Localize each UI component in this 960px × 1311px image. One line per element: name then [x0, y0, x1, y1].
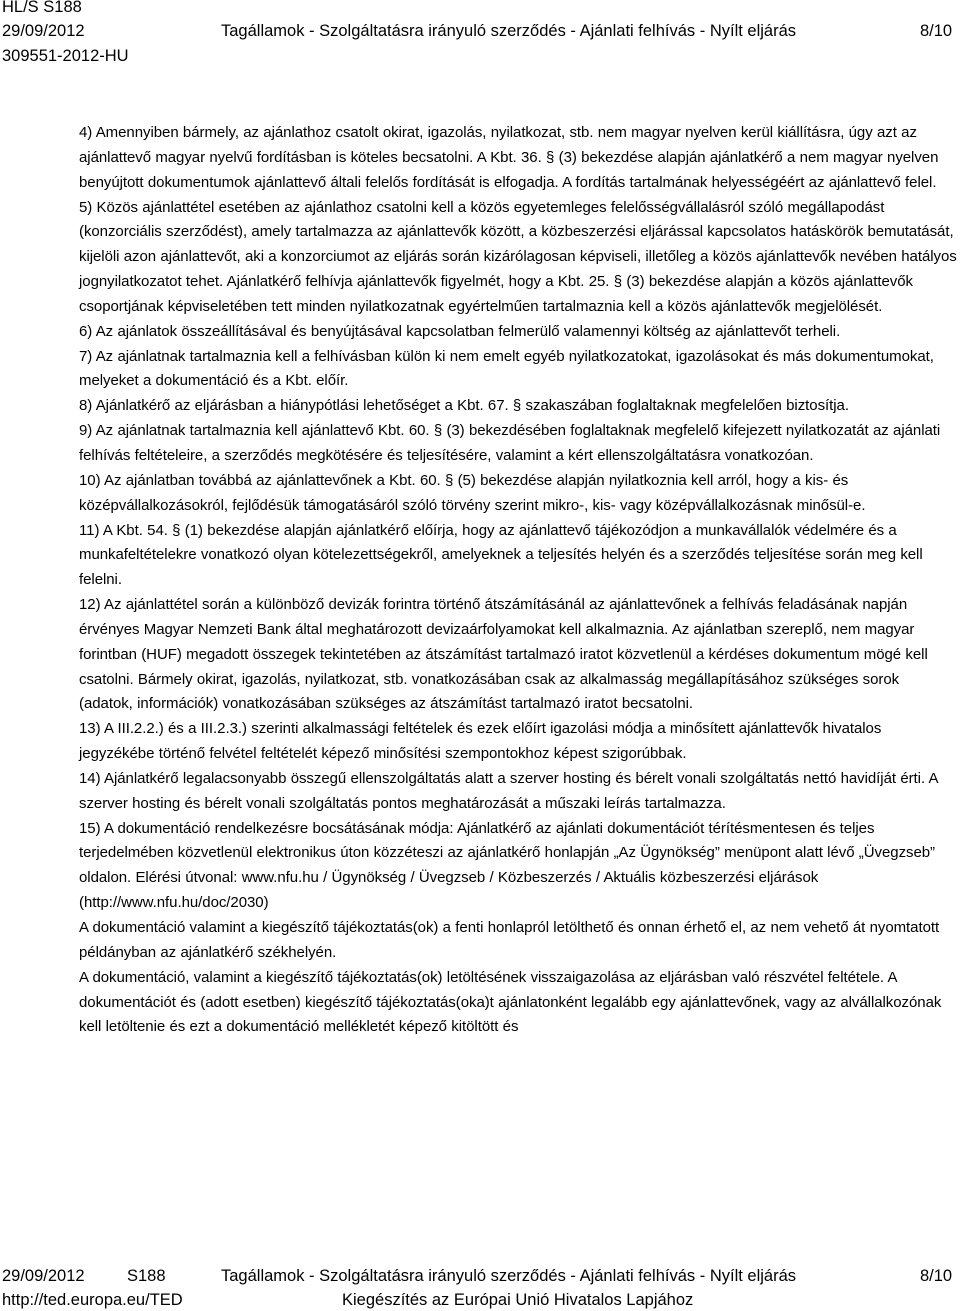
paragraph-11: 11) A Kbt. 54. § (1) bekezdése alapján ajánlatkérő előírja, hogy az ajánlattevő tájékozódjon a munkavállalók védelmére és a munkafeltételekre vonatkozó olyan kötelezettségekről, amelyeknek a teljesítés helyén és a szerződés teljesítése során meg kell felelni. [79, 521, 923, 589]
paragraph-15: 15) A dokumentáció rendelkezésre bocsátásának módja: Ajánlatkérő az ajánlati dokumentációt térítésmentesen és teljes terjedelmében közvetlenül elektronikus úton közzéteszi az ajánlatkérő honlapján „Az Ügynökség” menüpont alatt lévő „Üvegzseb” oldalon. Elérési útvonal: www.nfu.hu / Ügynökség / Üvegzseb / Közbeszerzés / Aktuális közbeszerzési eljárások (http://www.nfu.hu/doc/2030) [79, 819, 935, 912]
footer-page-number: 8/10 [920, 1267, 953, 1285]
paragraph-10: 10) Az ajánlatban továbbá az ajánlattevőnek a Kbt. 60. § (5) bekezdése alapján nyilatkoznia kell arról, hogy a kis- és középvállalkozásokról, fejlődésük támogatásáról szóló törvény szerint mikro-, kis- vagy középvállalkozásnak minősül-e. [79, 471, 866, 514]
notice-number: 309551-2012-HU [2, 47, 129, 65]
paragraph-4: 4) Amennyiben bármely, az ajánlathoz csatolt okirat, igazolás, nyilatkozat, stb. nem magyar nyelven kerül kiállításra, úgy azt az ajánlattevő magyar nyelvű fordításban is köteles becsatolni. A Kbt. 36. § (3) bekezdése alapján ajánlatkérő a nem magyar nyelven benyújtott dokumentumok ajánlattevő általi felelős fordítását is elfogadja. A fordítás tartalmának helyességéért az ajánlattevő felel. [79, 124, 939, 191]
footer-series: S188 [127, 1267, 166, 1285]
paragraph-8: 8) Ajánlatkérő az eljárásban a hiánypótlási lehetőséget a Kbt. 67. § szakaszában foglaltaknak megfelelően biztosítja. [79, 397, 849, 415]
document-body [79, 121, 957, 1040]
paragraph-5: 5) Közös ajánlattétel esetében az ajánlathoz csatolni kell a közös egyetemleges felelősségvállalásról szóló megállapodást (konzorciális szerződést), amely tartalmazza az ajánlattevők között, a közbeszerzési eljárással kapcsolatos hatáskörök bemutatását, kijelöli azon ajánlattevőt, aki a konzorciumot az eljárás során kizárólagosan képviseli, illetőleg a közös ajánlattevők nevében hatályos jognyilatkozatot tehet. Ajánlatkérő felhívja ajánlattevők figyelmét, hogy a Kbt. 25. § (3) bekezdése alapján a közös ajánlattevők csoportjának képviseletében tett minden nyilatkozatnak egyértelműen tartalmaznia kell a közös ajánlattevők megjelölését. [79, 198, 957, 315]
footer-publisher: Kiegészítés az Európai Unió Hivatalos Lapjához [342, 1291, 694, 1309]
paragraph-download-note: A dokumentáció valamint a kiegészítő tájékoztatás(ok) a fenti honlapról letölthető és onnan érhető el, az nem vehető át nyomtatott példányban az ajánlatkérő székhelyén. [79, 919, 940, 961]
paragraph-7: 7) Az ajánlatnak tartalmaznia kell a felhívásban külön ki nem emelt egyéb nyilatkozatokat, igazolásokat és más dokumentumokat, melyeket a dokumentáció és a Kbt. előír. [79, 347, 934, 390]
doc-id: HL/S S188 [2, 0, 82, 16]
paragraph-12: 12) Az ajánlattétel során a különböző devizák forintra történő átszámításánál az ajánlattevőnek a felhívás feladásának napján érvényes Magyar Nemzeti Bank által meghatározott devizaárfolyamokat kell alkalmaznia. Az ajánlatban szereplő, nem magyar forintban (HUF) megadott összegek tekintetében az átszámítást tartalmazó iratot közvetlenül a kérdéses dokumentum mögé kell csatolni. Bármely okirat, igazolás, nyilatkozat, stb. vonatkozásában csak az alkalmasság megállapításához szükséges sorok (adatok, információk) vonatkozásában szükséges az átszámítást tartalmazó iratot becsatolni. [79, 596, 928, 713]
footer-title: Tagállamok - Szolgáltatásra irányuló szerződés - Ajánlati felhívás - Nyílt eljárás [221, 1267, 797, 1285]
header-date: 29/09/2012 [2, 22, 85, 40]
header-title: Tagállamok - Szolgáltatásra irányuló szerződés - Ajánlati felhívás - Nyílt eljárás [221, 22, 797, 40]
footer-date: 29/09/2012 [2, 1267, 85, 1285]
footer-url[interactable]: http://ted.europa.eu/TED [2, 1291, 183, 1309]
paragraph-14: 14) Ajánlatkérő legalacsonyabb összegű ellenszolgáltatás alatt a szerver hosting és bérelt vonali szolgáltatás nettó havidíját érti. A szerver hosting és bérelt vonali szolgáltatás pontos meghatározását a műszaki leírás tartalmazza. [79, 769, 938, 812]
paragraph-9: 9) Az ajánlatnak tartalmaznia kell ajánlattevő Kbt. 60. § (3) bekezdésében foglaltaknak megfelelő kifejezett nyilatkozatát az ajánlati felhívás feltételeire, a szerződés megkötésére és teljesítésére, valamint a kért ellenszolgáltatásra vonatkozóan. [79, 422, 941, 464]
header-page-number: 8/10 [920, 22, 953, 40]
paragraph-13: 13) A III.2.2.) és a III.2.3.) szerinti alkalmassági feltételek és ezek előírt igazolási módja a minősített ajánlattevők hivatalos jegyzékébe történő felvétel feltételét képező minősítési szempontokhoz képest szigorúbbak. [79, 720, 882, 763]
paragraph-6: 6) Az ajánlatok összeállításával és benyújtásával kapcsolatban felmerülő valamennyi költség az ajánlattevőt terheli. [79, 322, 841, 340]
paragraph-download-confirmation: A dokumentáció, valamint a kiegészítő tájékoztatás(ok) letöltésének visszaigazolása az eljárásban való részvétel feltétele. A dokumentációt és (adott esetben) kiegészítő tájékoztatás(oka)t ajánlatonként legalább egy ajánlattevőnek, vagy az alvállalkozónak kell letöltenie és ezt a dokumentáció mellékletét képező kitöltött és [79, 968, 942, 1036]
